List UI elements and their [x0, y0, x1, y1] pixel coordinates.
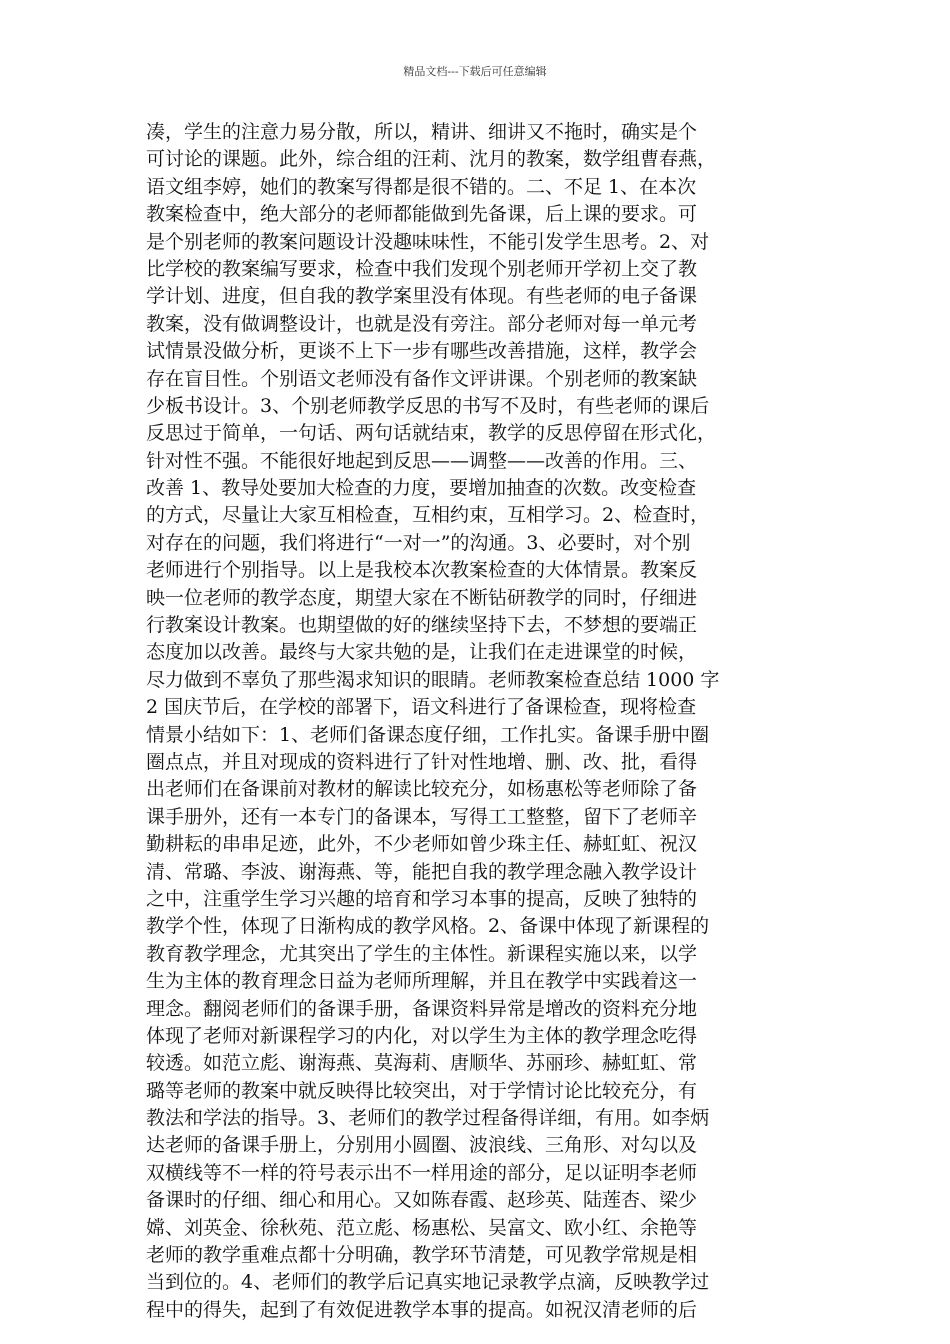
text-line: 行教案设计教案。也期望做的好的继续坚持下去，不梦想的要端正 — [146, 614, 698, 637]
text-line: 程中的得失，起到了有效促进教学本事的提高。如祝汉清老师的后 — [146, 1298, 698, 1321]
text-line: 体现了老师对新课程学习的内化，对以学生为主体的教学理念吃得 — [146, 1024, 698, 1047]
text-line: 圈点点，并且对现成的资料进行了针对性地增、删、改、批，看得 — [146, 750, 698, 773]
text-line: 学计划、进度，但自我的教学案里没有体现。有些老师的电子备课 — [146, 285, 698, 308]
text-line: 璐等老师的教案中就反映得比较突出，对于学情讨论比较充分，有 — [146, 1079, 698, 1102]
text-line: 较透。如范立彪、谢海燕、莫海莉、唐顺华、苏丽珍、赫虹虹、常 — [146, 1052, 698, 1075]
text-line: 理念。翻阅老师们的备课手册，备课资料异常是增改的资料充分地 — [146, 997, 698, 1020]
text-line: 老师的教学重难点都十分明确，教学环节清楚，可见教学常规是相 — [146, 1244, 698, 1267]
text-line: 针对性不强。不能很好地起到反思——调整——改善的作用。三、 — [146, 449, 698, 472]
text-line: 比学校的教案编写要求，检查中我们发现个别老师开学初上交了教 — [146, 257, 698, 280]
text-line: 少板书设计。3、个别老师教学反思的书写不及时，有些老师的课后 — [146, 394, 710, 417]
text-line: 教案检查中，绝大部分的老师都能做到先备课，后上课的要求。可 — [146, 203, 698, 226]
text-line: 备课时的仔细、细心和用心。又如陈春霞、赵珍英、陆莲杏、梁少 — [146, 1189, 698, 1212]
text-line: 教育教学理念，尤其突出了学生的主体性。新课程实施以来，以学 — [146, 942, 698, 965]
text-line: 映一位老师的教学态度，期望大家在不断钻研教学的同时，仔细进 — [146, 586, 698, 609]
text-line: 反思过于简单，一句话、两句话就结束，教学的反思停留在形式化， — [146, 422, 717, 445]
text-line: 当到位的。4、老师们的教学后记真实地记录教学点滴，反映教学过 — [146, 1271, 710, 1294]
text-line: 存在盲目性。个别语文老师没有备作文评讲课。个别老师的教案缺 — [146, 367, 698, 390]
text-line: 双横线等不一样的符号表示出不一样用途的部分，足以证明李老师 — [146, 1161, 698, 1184]
text-line: 的方式，尽量让大家互相检查，互相约束，互相学习。2、检查时， — [146, 504, 710, 527]
text-line: 清、常璐、李波、谢海燕、等，能把自我的教学理念融入教学设计 — [146, 860, 698, 883]
text-line: 2 国庆节后，在学校的部署下，语文科进行了备课检查，现将检查 — [146, 696, 697, 719]
text-line: 嫦、刘英金、徐秋苑、范立彪、杨惠松、吴富文、欧小红、余艳等 — [146, 1216, 698, 1239]
text-line: 老师进行个别指导。以上是我校本次教案检查的大体情景。教案反 — [146, 559, 698, 582]
text-line: 教案，没有做调整设计，也就是没有旁注。部分老师对每一单元考 — [146, 312, 698, 335]
document-body — [146, 119, 806, 1324]
text-line: 语文组李婷，她们的教案写得都是很不错的。二、不足 1、在本次 — [146, 175, 697, 198]
text-line: 是个别老师的教案问题设计没趣味味性，不能引发学生思考。2、对 — [146, 230, 710, 253]
text-line: 教学个性，体现了日渐构成的教学风格。2、备课中体现了新课程的 — [146, 915, 710, 938]
text-line: 凑，学生的注意力易分散，所以，精讲、细讲又不拖时，确实是个 — [146, 121, 698, 143]
text-line: 课手册外，还有一本专门的备课本，写得工工整整，留下了老师辛 — [146, 805, 698, 828]
text-line: 达老师的备课手册上，分别用小圆圈、波浪线、三角形、对勾以及 — [146, 1134, 698, 1157]
text-line: 教法和学法的指导。3、老师们的教学过程备得详细，有用。如李炳 — [146, 1107, 710, 1130]
text-line: 对存在的问题，我们将进行“一对一”的沟通。3、必要时，对个别 — [146, 531, 691, 554]
text-line: 勤耕耘的串串足迹，此外，不少老师如曾少珠主任、赫虹虹、祝汉 — [146, 833, 698, 856]
text-line: 态度加以改善。最终与大家共勉的是，让我们在走进课堂的时候， — [146, 641, 698, 664]
text-line: 可讨论的课题。此外，综合组的汪莉、沈月的教案，数学组曹春燕， — [146, 148, 717, 171]
text-line: 改善 1、教导处要加大检查的力度，要增加抽查的次数。改变检查 — [146, 477, 697, 500]
text-line: 尽力做到不辜负了那些渴求知识的眼睛。老师教案检查总结 1000 字 — [146, 668, 720, 691]
text-line: 试情景没做分析，更谈不上下一步有哪些改善措施，这样，教学会 — [146, 340, 698, 363]
text-line: 之中，注重学生学习兴趣的培育和学习本事的提高，反映了独特的 — [146, 887, 698, 910]
text-line: 生为主体的教育理念日益为老师所理解，并且在教学中实践着这一 — [146, 970, 698, 993]
page-header: 精品文档---下载后可任意编辑 — [403, 65, 547, 78]
text-line: 情景小结如下：1、老师们备课态度仔细，工作扎实。备课手册中圈 — [146, 723, 710, 746]
text-line: 出老师们在备课前对教材的解读比较充分，如杨惠松等老师除了备 — [146, 778, 698, 801]
